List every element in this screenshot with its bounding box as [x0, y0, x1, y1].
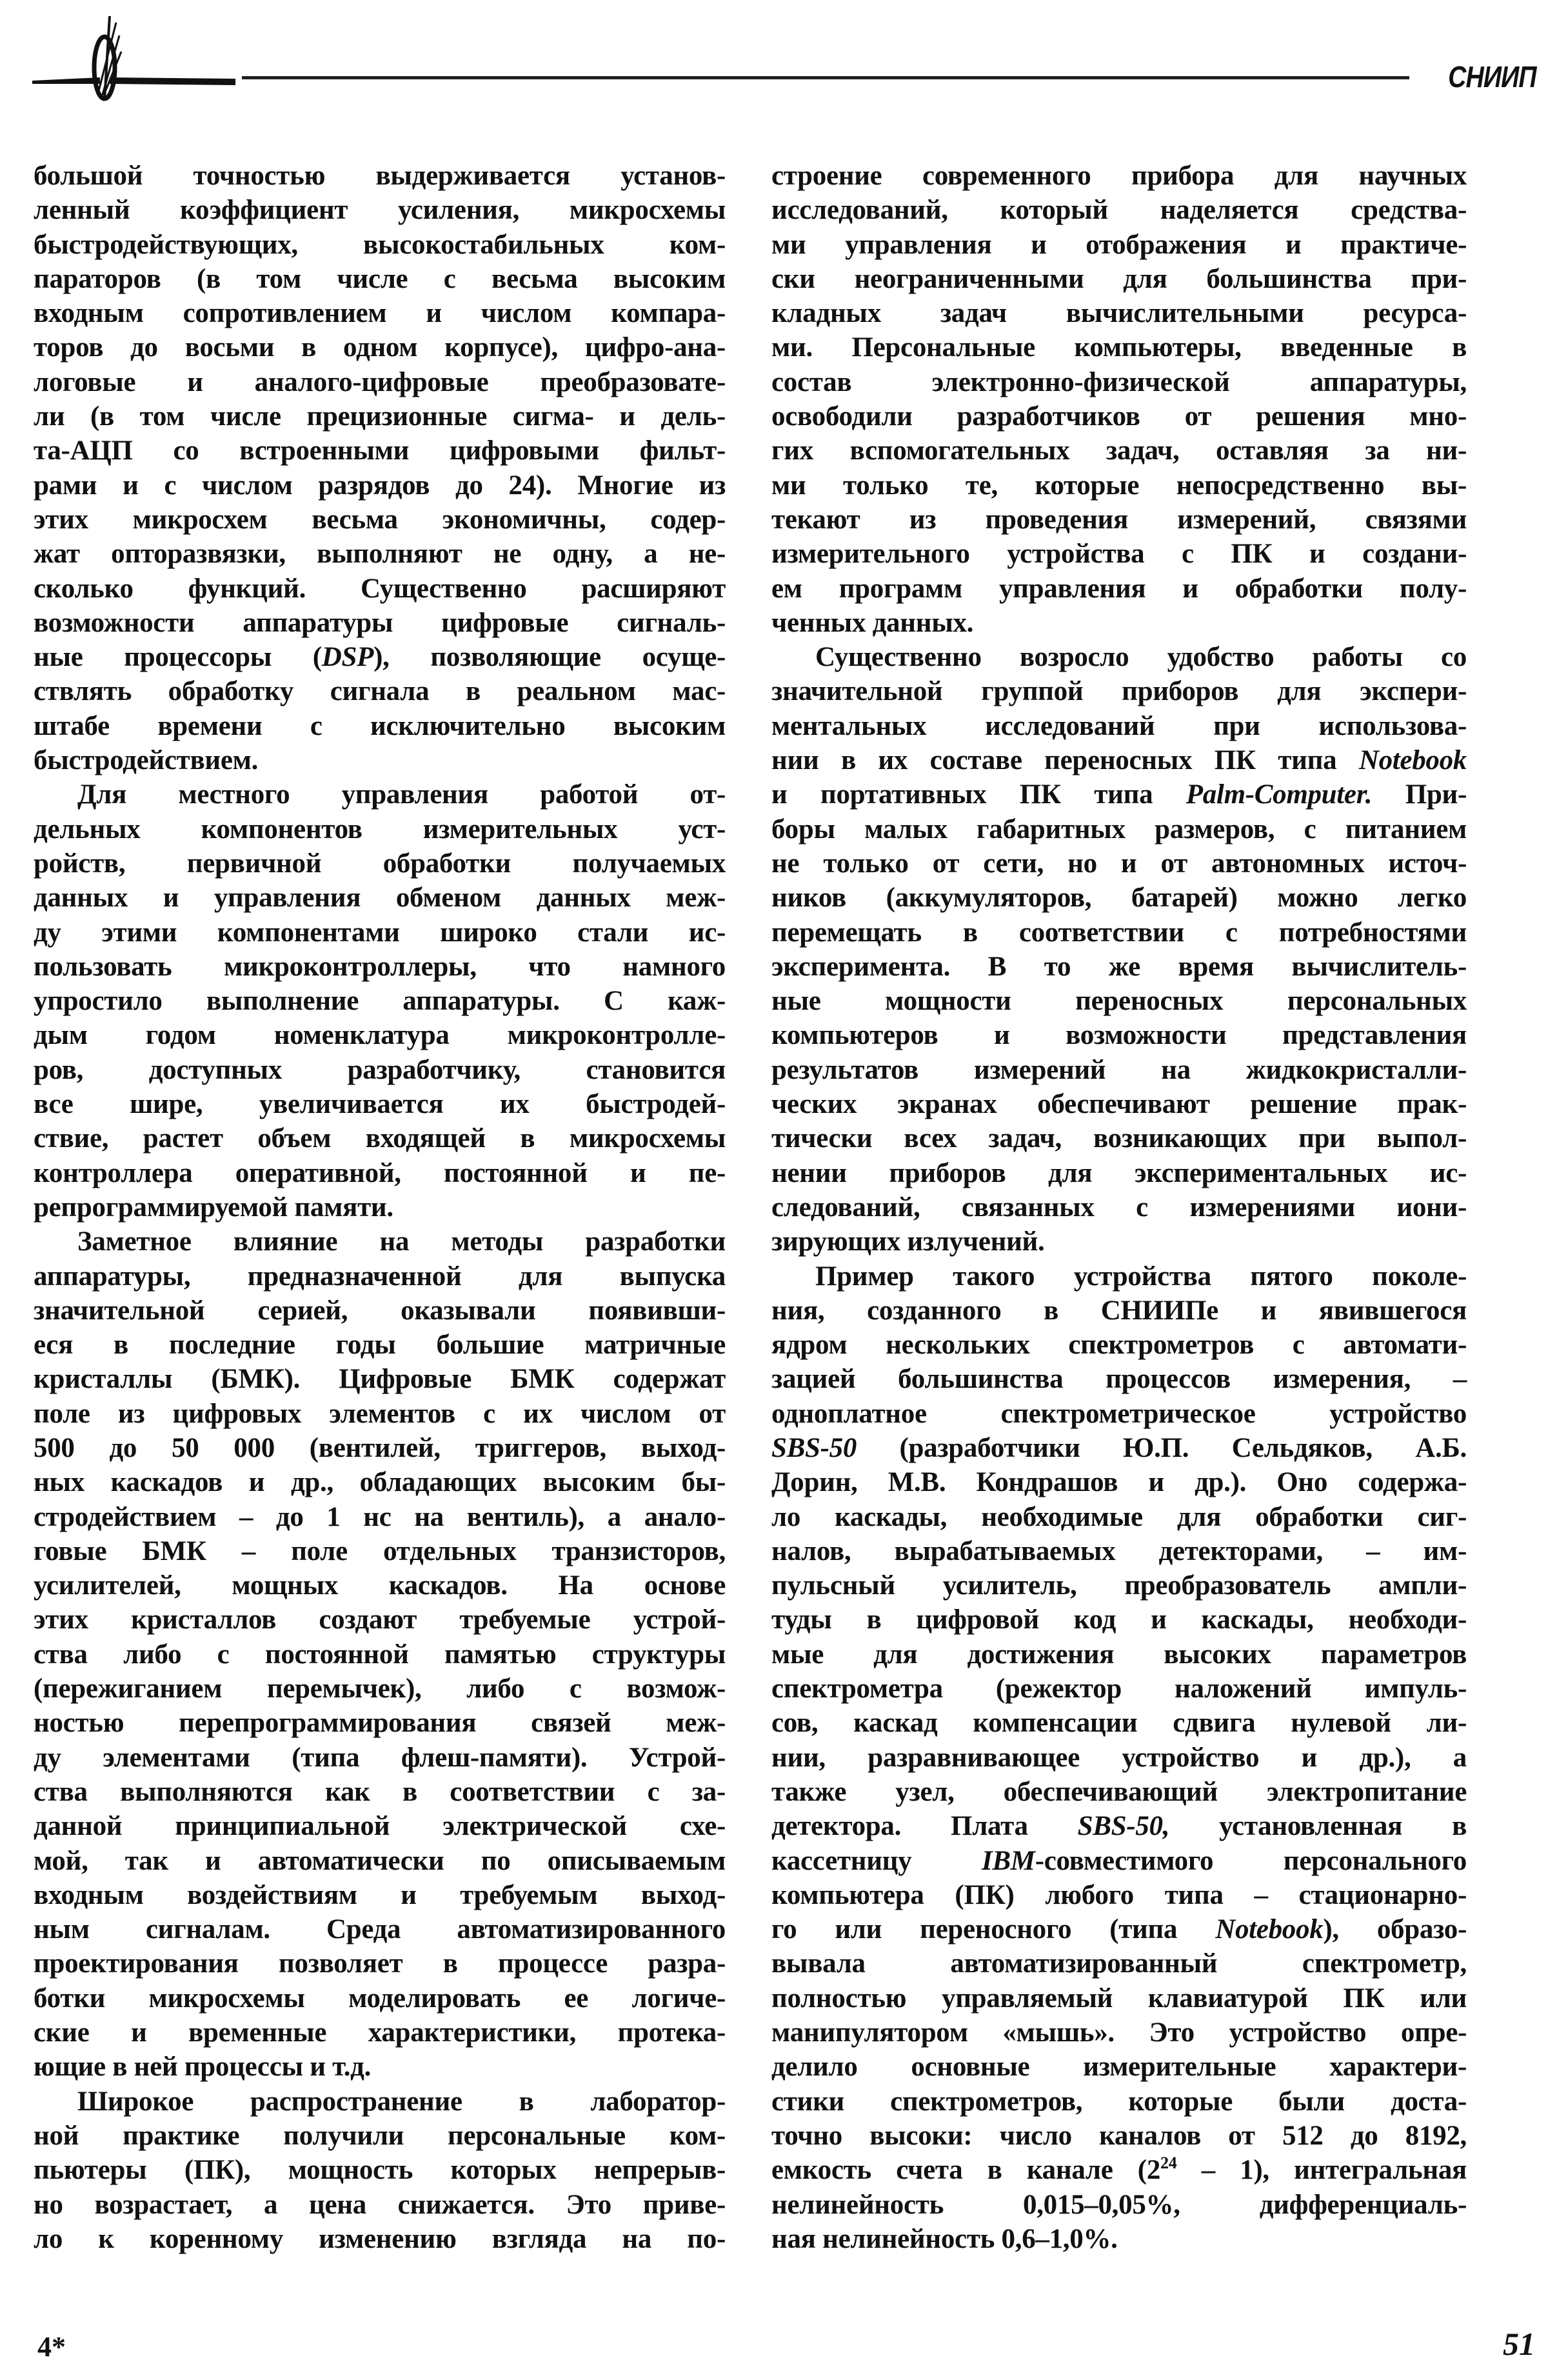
- text-line: нелинейность 0,015–0,05%, дифференциаль-: [771, 2189, 1467, 2220]
- text-line: ства либо с постоянной памятью структуры: [34, 1639, 726, 1670]
- page-number: 51: [1503, 2326, 1535, 2362]
- text-line: вывала автоматизированный спектрометр,: [771, 1948, 1467, 1979]
- paragraph: [34, 1225, 726, 2084]
- text-line: еся в последние годы большие матричные: [34, 1330, 726, 1361]
- paragraph: [34, 159, 726, 777]
- text-line: быстродействием.: [34, 745, 259, 776]
- text-line: ски неограниченными для большинства при-: [771, 263, 1467, 294]
- italic-term: IBM: [981, 1845, 1035, 1876]
- text-line: компьютеров и возможности представления: [771, 1020, 1467, 1051]
- text-segment: ), позволяющие осуще-: [373, 642, 726, 673]
- text-line: точно высоки: число каналов от 512 до 8192,: [771, 2120, 1467, 2151]
- text-line: пользовать микроконтроллеры, что намного: [34, 951, 726, 982]
- text-line: эксперимента. В то же время вычислитель-: [771, 951, 1467, 982]
- text-line: гих вспомогательных задач, оставляя за ни-: [771, 435, 1467, 466]
- paragraph: [34, 777, 726, 1225]
- right-column: [771, 159, 1467, 2256]
- text-line: ных каскадов и др., обладающих высоким бы-: [34, 1467, 726, 1498]
- text-line: данных и управления обменом данных меж-: [34, 883, 726, 914]
- paragraph: [771, 159, 1467, 640]
- text-line: налов, вырабатываемых детекторами, – им-: [771, 1535, 1467, 1566]
- text-line: [771, 743, 1467, 777]
- text-line: исследований, который наделяется средства-: [771, 195, 1467, 226]
- text-line: значительной группой приборов для экспери-: [771, 676, 1467, 707]
- text-line: ющие в ней процессы и т.д.: [34, 2052, 372, 2083]
- text-segment: нии в их составе переносных ПК типа: [771, 745, 1359, 776]
- text-line: Дорин, М.В. Кондрашов и др.). Оно содержа-: [771, 1467, 1467, 1498]
- text-segment: ные процессоры (: [34, 642, 322, 673]
- paragraph: [771, 640, 1467, 1259]
- italic-term: SBS-50: [771, 1432, 857, 1463]
- publisher-logo-icon: [26, 6, 239, 103]
- text-line: ми. Персональные компьютеры, введенные в: [771, 332, 1467, 363]
- text-line: ботки микросхемы моделировать ее логиче-: [34, 1983, 726, 2014]
- text-line: контроллера оперативной, постоянной и пе-: [34, 1157, 726, 1188]
- text-line: зирующих излучений.: [771, 1226, 1045, 1257]
- text-segment: – 1), интегральная: [1176, 2155, 1467, 2186]
- text-line: упростило выполнение аппаратуры. С каж-: [34, 986, 726, 1017]
- text-line: нении приборов для экспериментальных ис-: [771, 1157, 1467, 1188]
- text-segment: -совместимого персонального: [1035, 1845, 1467, 1876]
- text-line: входным сопротивлением и числом компара-: [34, 298, 726, 329]
- text-line: репрограммируемой памяти.: [34, 1192, 393, 1223]
- text-line: ным сигналам. Среда автоматизированного: [34, 1914, 726, 1945]
- text-line: ной практике получили персональные ком-: [34, 2120, 726, 2151]
- text-line: [771, 1844, 1467, 1878]
- text-line: этих микросхем весьма экономичны, содер-: [34, 504, 726, 535]
- paragraph: [34, 2085, 726, 2256]
- text-line: ем программ управления и обработки полу-: [771, 573, 1467, 604]
- text-line: 500 до 50 000 (вентилей, триггеров, выход-: [34, 1432, 726, 1463]
- text-line: боры малых габаритных размеров, с питанием: [771, 814, 1467, 845]
- text-segment: го или переносного (типа: [771, 1914, 1216, 1945]
- text-line: ли (в том числе прецизионные сигма- и дель-: [34, 401, 726, 432]
- header-rule: [242, 76, 1409, 79]
- text-line: кристаллы (БМК). Цифровые БМК содержат: [34, 1364, 726, 1395]
- text-segment: установленная в: [1169, 1811, 1467, 1842]
- text-line: [771, 2153, 1467, 2187]
- text-line: ческих экранах обеспечивают решение прак-: [771, 1089, 1467, 1120]
- text-line: сколько функций. Существенно расширяют: [34, 573, 726, 604]
- text-line: ностью перепрограммирования связей меж-: [34, 1708, 726, 1739]
- text-line: ду элементами (типа флеш-памяти). Устрой-: [34, 1742, 726, 1773]
- text-line: [771, 1431, 1467, 1465]
- text-segment: (разработчики Ю.П. Сельдяков, А.Б.: [857, 1432, 1467, 1463]
- text-line: ядром нескольких спектрометров с автомати-: [771, 1330, 1467, 1361]
- text-line: ленный коэффициент усиления, микросхемы: [34, 195, 726, 226]
- text-line: ментальных исследований при использова-: [771, 710, 1467, 741]
- text-line: входным воздействиям и требуемым выход-: [34, 1879, 726, 1910]
- paragraph: [771, 1259, 1467, 2257]
- italic-term: Notebook: [1215, 1914, 1324, 1945]
- text-line: параторов (в том числе с весьма высоким: [34, 263, 726, 294]
- text-segment: ), образо-: [1323, 1914, 1467, 1945]
- text-line: стики спектрометров, которые были доста-: [771, 2086, 1467, 2117]
- text-line: ства выполняются как в соответствии с за-: [34, 1776, 726, 1807]
- text-line: большой точностью выдерживается установ-: [34, 161, 726, 191]
- text-line: ные мощности переносных персональных: [771, 986, 1467, 1017]
- text-line: усилителей, мощных каскадов. На основе: [34, 1570, 726, 1601]
- text-line: торов до восьми в одном корпусе), цифро-ана-: [34, 332, 726, 363]
- text-line: данной принципиальной электрической схе-: [34, 1811, 726, 1842]
- text-segment: емкость счета в канале (2: [771, 2155, 1161, 2186]
- text-line: та-АЦП со встроенными цифровыми фильт-: [34, 435, 726, 466]
- text-line: Существенно возросло удобство работы со: [815, 642, 1467, 673]
- text-line: ров, доступных разработчику, становится: [34, 1054, 726, 1085]
- text-line: Широкое распространение в лаборатор-: [77, 2086, 726, 2117]
- text-line: ло к коренному изменению взгляда на по-: [34, 2223, 726, 2254]
- text-segment: кассетницу: [771, 1845, 982, 1876]
- text-line: [771, 777, 1467, 812]
- text-line: ченных данных.: [771, 607, 974, 638]
- text-line: следований, связанных с измерениями иони-: [771, 1192, 1467, 1223]
- text-line: штабе времени с исключительно высоким: [34, 710, 726, 741]
- text-line: результатов измерений на жидкокристалли-: [771, 1054, 1467, 1085]
- text-line: ников (аккумуляторов, батарей) можно легко: [771, 883, 1467, 914]
- italic-term: SBS-50,: [1077, 1811, 1170, 1842]
- text-segment: детектора. Плата: [771, 1811, 1078, 1842]
- text-line: зацией большинства процессов измерения, –: [771, 1364, 1467, 1395]
- text-line: дым годом номенклатура микроконтролле-: [34, 1020, 726, 1051]
- text-line: жат опторазвязки, выполняют не одну, а не-: [34, 539, 726, 570]
- text-line: нии, разравнивающее устройство и др.), а: [771, 1742, 1467, 1773]
- text-line: ло каскады, необходимые для обработки сиг-: [771, 1501, 1467, 1532]
- text-line: не только от сети, но и от автономных источ-: [771, 848, 1467, 879]
- text-line: поле из цифровых элементов с их числом от: [34, 1398, 726, 1429]
- text-line: ствлять обработку сигнала в реальном мас-: [34, 676, 726, 707]
- text-line: но возрастает, а цена снижается. Это приве-: [34, 2189, 726, 2220]
- text-line: быстродействующих, высокостабильных ком-: [34, 229, 726, 260]
- text-line: ми только те, которые непосредственно вы-: [771, 470, 1467, 501]
- text-line: значительной серией, оказывали появивши-: [34, 1295, 726, 1326]
- text-line: перемещать в соответствии с потребностями: [771, 917, 1467, 948]
- italic-term: Palm-Computer.: [1186, 779, 1373, 810]
- text-line: ния, созданного в СНИИПе и явившегося: [771, 1295, 1467, 1326]
- text-line: рами и с числом разрядов до 24). Многие из: [34, 470, 726, 501]
- text-line: возможности аппаратуры цифровые сигналь-: [34, 607, 726, 638]
- text-line: текают из проведения измерений, связями: [771, 504, 1467, 535]
- text-line: (пережиганием перемычек), либо с возмож-: [34, 1674, 726, 1705]
- text-line: ские и временные характеристики, протека-: [34, 2017, 726, 2048]
- text-line: одноплатное спектрометрическое устройство: [771, 1398, 1467, 1429]
- text-line: мой, так и автоматически по описываемым: [34, 1845, 726, 1876]
- text-line: манипулятором «мышь». Это устройство опре-: [771, 2017, 1467, 2048]
- text-line: все шире, увеличивается их быстродей-: [34, 1089, 726, 1120]
- text-line: ствие, растет объем входящей в микросхемы: [34, 1123, 726, 1154]
- text-line: ми управления и отображения и практиче-: [771, 229, 1467, 260]
- text-line: [771, 1809, 1467, 1843]
- text-line: ная нелинейность 0,6–1,0%.: [771, 2223, 1118, 2254]
- text-line: также узел, обеспечивающий электропитание: [771, 1776, 1467, 1807]
- text-line: Заметное влияние на методы разработки: [77, 1226, 726, 1257]
- italic-term: DSP: [321, 642, 374, 673]
- text-line: тически всех задач, возникающих при выпол-: [771, 1123, 1467, 1154]
- text-line: аппаратуры, предназначенной для выпуска: [34, 1261, 726, 1292]
- text-line: измерительного устройства с ПК и создани-: [771, 539, 1467, 570]
- signature-mark: 4*: [37, 2331, 66, 2363]
- text-line: этих кристаллов создают требуемые устрой-: [34, 1605, 726, 1635]
- text-line: строение современного прибора для научных: [771, 161, 1467, 191]
- text-line: состав электронно-физической аппаратуры,: [771, 366, 1467, 397]
- text-line: Пример такого устройства пятого поколе-: [815, 1261, 1467, 1292]
- text-line: сов, каскад компенсации сдвига нулевой ли-: [771, 1708, 1467, 1739]
- text-line: дельных компонентов измерительных уст-: [34, 814, 726, 845]
- text-line: ду этими компонентами широко стали ис-: [34, 917, 726, 948]
- text-line: пульсный усилитель, преобразователь ампли-: [771, 1570, 1467, 1601]
- running-head: СНИИП: [1448, 60, 1536, 94]
- text-line: [771, 1912, 1467, 1946]
- text-segment: При-: [1372, 779, 1467, 810]
- text-line: логовые и аналого-цифровые преобразовате-: [34, 366, 726, 397]
- text-line: говые БМК – поле отдельных транзисторов,: [34, 1535, 726, 1566]
- text-line: ройств, первичной обработки получаемых: [34, 848, 726, 879]
- text-line: туды в цифровой код и каскады, необходи-: [771, 1605, 1467, 1635]
- text-line: проектирования позволяет в процессе разра-: [34, 1948, 726, 1979]
- text-line: освободили разработчиков от решения мно-: [771, 401, 1467, 432]
- left-column: [34, 159, 726, 2256]
- text-line: мые для достижения высоких параметров: [771, 1639, 1467, 1670]
- text-line: стродействием – до 1 нс на вентиль), а анало-: [34, 1501, 726, 1532]
- text-line: [34, 640, 726, 674]
- superscript: 24: [1160, 2154, 1177, 2173]
- text-segment: и портативных ПК типа: [771, 779, 1186, 810]
- text-line: пьютеры (ПК), мощность которых непрерыв-: [34, 2155, 726, 2186]
- italic-term: Notebook: [1358, 745, 1467, 776]
- text-line: компьютера (ПК) любого типа – стационарно-: [771, 1879, 1467, 1910]
- text-line: полностью управляемый клавиатурой ПК или: [771, 1983, 1467, 2014]
- text-line: кладных задач вычислительными ресурса-: [771, 298, 1467, 329]
- text-line: Для местного управления работой от-: [77, 779, 726, 810]
- text-line: спектрометра (режектор наложений импуль-: [771, 1674, 1467, 1705]
- text-line: делило основные измерительные характери-: [771, 2052, 1467, 2083]
